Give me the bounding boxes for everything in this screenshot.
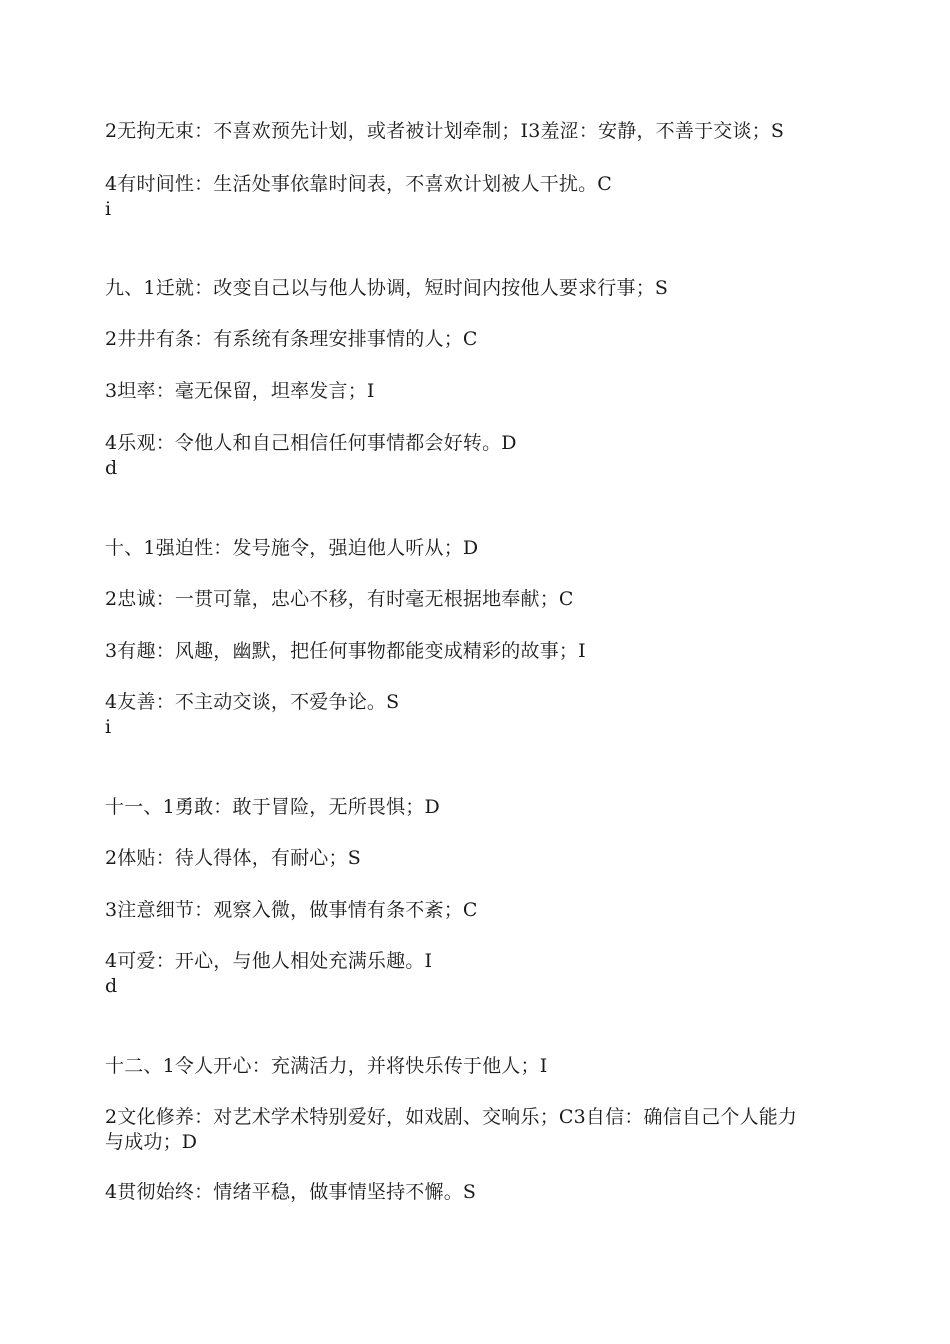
text-line: i bbox=[105, 716, 112, 738]
text-line: 2文化修养：对艺术学术特别爱好，如戏剧、交响乐；C3自信：确信自己个人能力 bbox=[105, 1106, 798, 1128]
text-line: 4可爱：开心，与他人相处充满乐趣。I bbox=[105, 950, 433, 972]
text-line: 3坦率：毫无保留，坦率发言；I bbox=[105, 380, 375, 402]
text-line: 4有时间性：生活处事依靠时间表，不喜欢计划被人干扰。C bbox=[105, 173, 613, 195]
text-line: 九、1迁就：改变自己以与他人协调，短时间内按他人要求行事；S bbox=[105, 277, 669, 299]
text-line: d bbox=[105, 975, 118, 997]
text-line: 2井井有条：有系统有条理安排事情的人；C bbox=[105, 328, 478, 350]
text-line: 4乐观：令他人和自己相信任何事情都会好转。D bbox=[105, 432, 517, 454]
text-line: d bbox=[105, 457, 118, 479]
text-line: 十二、1令人开心：充满活力，并将快乐传于他人；I bbox=[105, 1055, 548, 1077]
text-line: 2无拘无束：不喜欢预先计划，或者被计划牵制；I3羞涩：安静，不善于交谈；S bbox=[105, 120, 785, 142]
text-line: 2体贴：待人得体，有耐心；S bbox=[105, 847, 361, 869]
text-line: 十一、1勇敢：敢于冒险，无所畏惧；D bbox=[105, 796, 440, 818]
text-line: i bbox=[105, 198, 112, 220]
text-line: 十、1强迫性：发号施令，强迫他人听从；D bbox=[105, 537, 479, 559]
text-line: 与成功；D bbox=[105, 1131, 198, 1153]
text-line: 4友善：不主动交谈，不爱争论。S bbox=[105, 691, 400, 713]
text-line: 3有趣：风趣，幽默，把任何事物都能变成精彩的故事；I bbox=[105, 640, 586, 662]
text-line: 4贯彻始终：情绪平稳，做事情坚持不懈。S bbox=[105, 1181, 477, 1203]
text-line: 2忠诚：一贯可靠，忠心不移，有时毫无根据地奉献；C bbox=[105, 588, 574, 610]
text-line: 3注意细节：观察入微，做事情有条不紊；C bbox=[105, 899, 478, 921]
